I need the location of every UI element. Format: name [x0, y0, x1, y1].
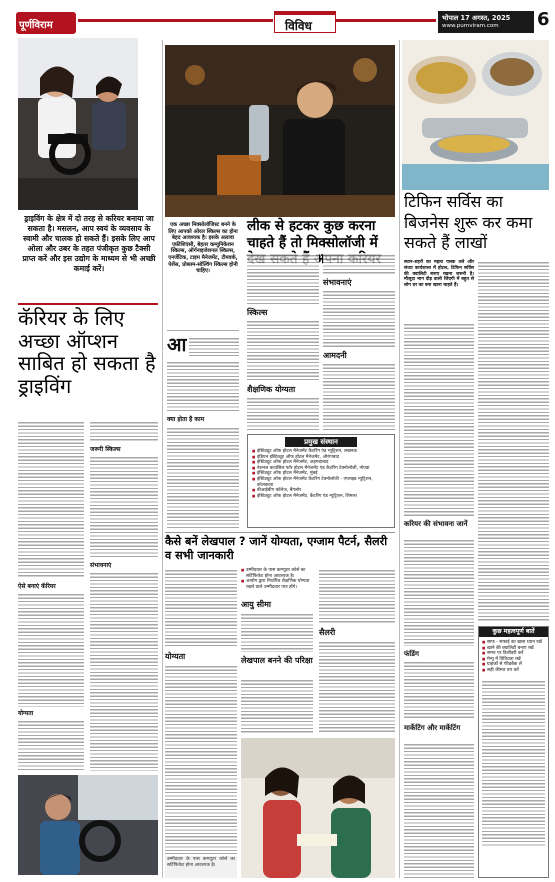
driving-headline: कॅरियर के लिए अच्छा ऑप्शन साबित हो सकता है ड्राइविंग	[18, 306, 156, 398]
lekhpal-sub-salary: सैलरी	[319, 628, 336, 637]
site-url: www.purnviram.com	[442, 23, 499, 29]
driver-photo	[18, 775, 158, 875]
driving-intro: ड्राइविंग के क्षेत्र में दो तरह से करियर बनाया जा सकता है। मसलन, आप स्वयं के व्यवसाय के स्वामी और चालक हो सकते हैं। इसके लिए आप ओला और उबर के तहत पंजीकृत कुछ टैक्सी प्राप्त करें और इस उद्योग के माध्यम से भी अच्छी कमाई करें।	[22, 214, 156, 273]
institutes-box	[247, 434, 395, 528]
dropcap: आ	[167, 334, 187, 356]
mixology-sub-income: आमदनी	[323, 351, 347, 360]
mixology-sub-education: शैक्षणिक योग्यता	[247, 385, 296, 394]
driving-sub-career: ऐसे बनाएं कॅरियर	[18, 583, 56, 590]
list-item: ■ इंडियन इंस्टिट्यूट ऑफ होटल मैनेजमेंट, औरंगाबाद	[252, 455, 390, 461]
list-item: ■ खाने की क्वालिटी बनाए रखें	[482, 646, 545, 652]
mixology-lead: एक अच्छा मिक्सोलॉजिस्ट बनने के लिए आपको ओरल स्किल्स का होना बेहद आवश्यक है। इसके अलावा एफ़ीशिएंसी, बेहतर कम्युनिकेशन स्किल्स, ऑर्गनाइजेशनल स्किल्स, एनर्जेटिक, टाइम मैनेजमेंट, टीमवर्क, पेशेंस, प्रोब्लम-सॉल्विंग स्किल्स होनी चाहिए।	[168, 222, 238, 275]
students-photo	[241, 738, 395, 878]
tiffin-points-title: कुछ महत्वपूर्ण बातें	[479, 627, 548, 637]
tiffin-points-list	[479, 637, 548, 677]
lekhpal-sub-age: आयु सीमा	[241, 600, 271, 609]
tiffin-sub-funding: फंडिंग	[404, 650, 419, 658]
list-item: ■ बीआईबीए कॉलेज, बैंगलोर	[252, 488, 390, 494]
list-item: ■ इंस्टिट्यूट ऑफ होटल मैनेजमेंट कैटरिंग एंड न्यूट्रिशन, लखनऊ	[252, 449, 390, 455]
list-item: ■ समय पर डिलीवरी करें	[482, 651, 545, 657]
date-box	[438, 11, 534, 33]
lekhpal-eligibility-box: उम्मीदवार के पास कम्प्यूटर कोर्स का सर्टिफिकेट होना आवश्यक है।	[165, 856, 237, 878]
driving-photo	[18, 38, 138, 210]
list-item: ■ उम्मीदवार के पास कम्प्यूटर कोर्स का सर्टिफिकेट होना आवश्यक है।	[241, 568, 313, 579]
list-item: ■ इंस्टिट्यूट ऑफ होटल मैनेजमेंट कैटरिंग टेक्नोलॉजी - एप्लाइड न्यूट्रिशन, कोलकाता	[252, 477, 390, 488]
mixology-sub-work: क्या होता है काम	[167, 416, 205, 423]
brand-name: पूर्णविराम	[19, 20, 53, 31]
institutes-list	[248, 449, 394, 499]
tiffin-headline: टिफिन सर्विस का बिजनेस शुरू कर कमा सकते हैं लाखों	[404, 192, 533, 252]
lekhpal-sub-eligibility: योग्यता	[165, 652, 186, 661]
driving-sub-prospects: संभावनाएं	[90, 562, 112, 569]
tiffin-photo	[402, 40, 549, 190]
bartender-photo	[165, 45, 395, 217]
lekhpal-sub-exam: लेखपाल बनने की परिक्षा	[241, 656, 313, 665]
list-item: ■ इंस्टिट्यूट ऑफ होटल मैनेजमेंट, अहमदाबाद	[252, 460, 390, 466]
issue-date: भोपाल 17 अगस्त, 2025	[442, 14, 511, 22]
mixology-headline: लीक से हटकर कुछ करना चाहते हैं तो मिक्सोलॉजी में	[247, 218, 378, 251]
tiffin-sub-marketing: मार्केटिंग और मार्केटिंग	[404, 724, 461, 732]
tiffin-lead: स्थान-शहरों का महत्व पलक तले और संध्या कार्यशाला में होटल, टिफिन सर्विस की क्वालिटी बनाए रखना जरूरी है। मौजूदा भाग दौड़ वाली जिंदगी में बहुत से लोग घर का बना खाना चाहते हैं।	[404, 260, 474, 289]
tiffin-points-box	[478, 626, 549, 878]
lekhpal-headline: कैसे बनें लेखपाल ? जानें योग्यता, एग्जाम पैटर्न, सैलरी व सभी जानकारी	[165, 535, 388, 562]
tiffin-sub-career: करियर की संभावना जानें	[404, 520, 468, 528]
section-label: विविध	[285, 19, 312, 33]
list-item: ■ नेशनल काउंसिल फॉर होटल मैनेजमेंट एंड कैटरिंग टेक्नोलॉजी, नोएडा	[252, 466, 390, 472]
page-number: 6	[537, 9, 550, 30]
institutes-title: प्रमुख संस्थान	[285, 437, 357, 447]
mixology-sub-skills: स्किल्स	[247, 308, 268, 317]
mixology-sub-prospects: संभावनाएं	[323, 278, 352, 287]
list-item: ■ सही कीमत तय करें	[482, 668, 545, 674]
list-item: ■ इंस्टिट्यूट ऑफ होटल मैनेजमेंट, कैटरिंग एंड न्यूट्रिशन, शिमला	[252, 494, 390, 500]
driving-sub-skills: जरूरी स्किल्स	[90, 446, 121, 453]
section-label-box	[274, 11, 336, 33]
masthead	[0, 0, 555, 40]
list-item: ■ मेन्यू में विविधता रखें	[482, 657, 545, 663]
list-item: ■ इंस्टिट्यूट ऑफ होटल मैनेजमेंट, मुंबई	[252, 471, 390, 477]
list-item: ■ साफ - सफाई का खास ध्यान रखें	[482, 640, 545, 646]
brand-logo	[16, 12, 76, 34]
driving-sub-eligibility: योग्यता	[18, 710, 34, 717]
list-item: ■ ग्राहकों से फीडबैक लें	[482, 662, 545, 668]
lekhpal-eligibility-points	[241, 568, 313, 590]
list-item: ■ आयोग द्वारा निर्धारित शैक्षणिक योग्यता रखने वाले उम्मीदवार पात्र होंगे।	[241, 579, 313, 590]
